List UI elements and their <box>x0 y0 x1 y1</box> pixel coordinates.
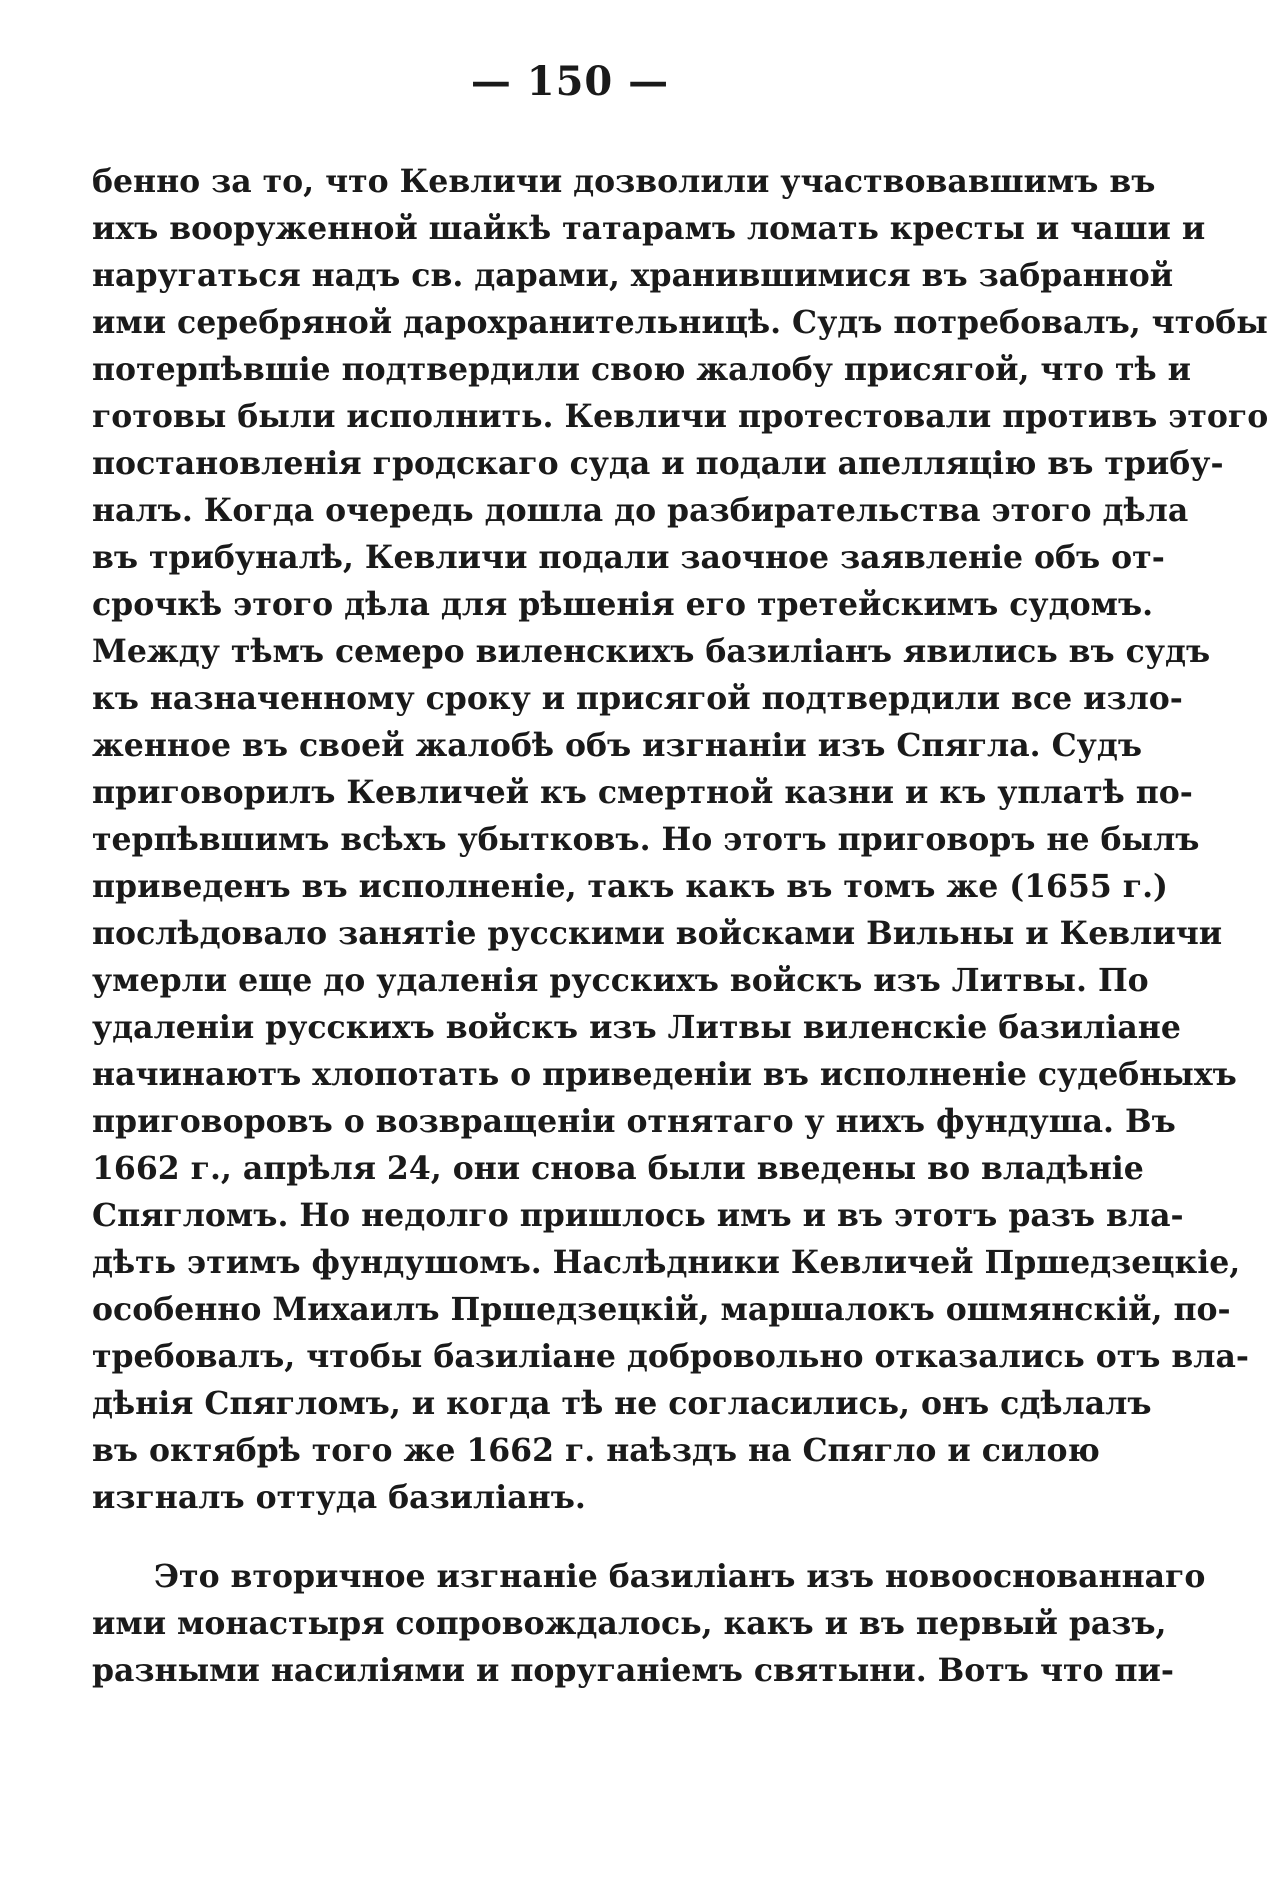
text-line: начинаютъ хлопотать о приведеніи въ исполненіе судебныхъ <box>92 1056 1237 1093</box>
text-line: ихъ вооруженной шайкѣ татарамъ ломать кресты и чаши и <box>92 210 1206 247</box>
text-line: женное въ своей жалобѣ объ изгнаніи изъ Спягла. Судъ <box>92 727 1142 764</box>
text-line: къ назначенному сроку и присягой подтвердили все изло- <box>92 680 1183 717</box>
text-line: бенно за то, что Кевличи дозволили участвовавшимъ въ <box>92 163 1156 200</box>
text-line: въ трибуналѣ, Кевличи подали заочное заявленіе объ от- <box>92 539 1165 576</box>
text-line: разными насиліями и поруганіемъ святыни. Вотъ что пи- <box>92 1652 1174 1689</box>
text-line: приговорилъ Кевличей къ смертной казни и къ уплатѣ по- <box>92 774 1193 811</box>
text-line: потерпѣвшіе подтвердили свою жалобу присягой, что тѣ и <box>92 351 1191 388</box>
text-line: умерли еще до удаленія русскихъ войскъ изъ Литвы. По <box>92 962 1149 999</box>
text-line: ими монастыря сопровождалось, какъ и въ первый разъ, <box>92 1605 1167 1642</box>
text-line: постановленія гродскаго суда и подали апелляцію въ трибу- <box>92 445 1224 482</box>
text-line: Спягломъ. Но недолго пришлось имъ и въ этотъ разъ вла- <box>92 1197 1184 1234</box>
text-line: Между тѣмъ семеро виленскихъ базиліанъ явились въ судъ <box>92 633 1211 670</box>
text-line: удаленіи русскихъ войскъ изъ Литвы виленскіе базиліане <box>92 1009 1181 1046</box>
text-line: налъ. Когда очередь дошла до разбирательства этого дѣла <box>92 492 1189 529</box>
text-line: 1662 г., апрѣля 24, они снова были введены во владѣніе <box>92 1150 1144 1187</box>
text-line: срочкѣ этого дѣла для рѣшенія его третейскимъ судомъ. <box>92 586 1154 623</box>
paragraph-2 <box>92 1553 1206 1694</box>
text-line: Это вторичное изгнаніе базиліанъ изъ новооснованнаго <box>154 1558 1206 1595</box>
text-line: дѣть этимъ фундушомъ. Наслѣдники Кевличей Пршедзецкіе, <box>92 1244 1241 1281</box>
text-line: приговоровъ о возвращеніи отнятаго у нихъ фундуша. Въ <box>92 1103 1176 1140</box>
text-line: ими серебряной дарохранительницѣ. Судъ потребовалъ, чтобы <box>92 304 1268 341</box>
text-line: приведенъ въ исполненіе, такъ какъ въ томъ же (1655 г.) <box>92 868 1168 905</box>
text-line: особенно Михаилъ Пршедзецкій, маршалокъ ошмянскій, по- <box>92 1291 1231 1328</box>
text-line: терпѣвшимъ всѣхъ убытковъ. Но этотъ приговоръ не былъ <box>92 821 1200 858</box>
text-line: послѣдовало занятіе русскими войсками Вильны и Кевличи <box>92 915 1223 952</box>
text-line: изгналъ оттуда базиліанъ. <box>92 1479 586 1516</box>
text-line: требовалъ, чтобы базиліане добровольно отказались отъ вла- <box>92 1338 1249 1375</box>
text-line: дѣнія Спягломъ, и когда тѣ не согласились, онъ сдѣлалъ <box>92 1385 1152 1422</box>
page-number: — 150 — <box>470 58 670 105</box>
text-line: готовы были исполнить. Кевличи протестовали противъ этого <box>92 398 1268 435</box>
paragraph-1 <box>92 158 1268 1521</box>
text-line: наругаться надъ св. дарами, хранившимися въ забранной <box>92 257 1174 294</box>
text-line: въ октябрѣ того же 1662 г. наѣздъ на Спягло и силою <box>92 1432 1100 1469</box>
